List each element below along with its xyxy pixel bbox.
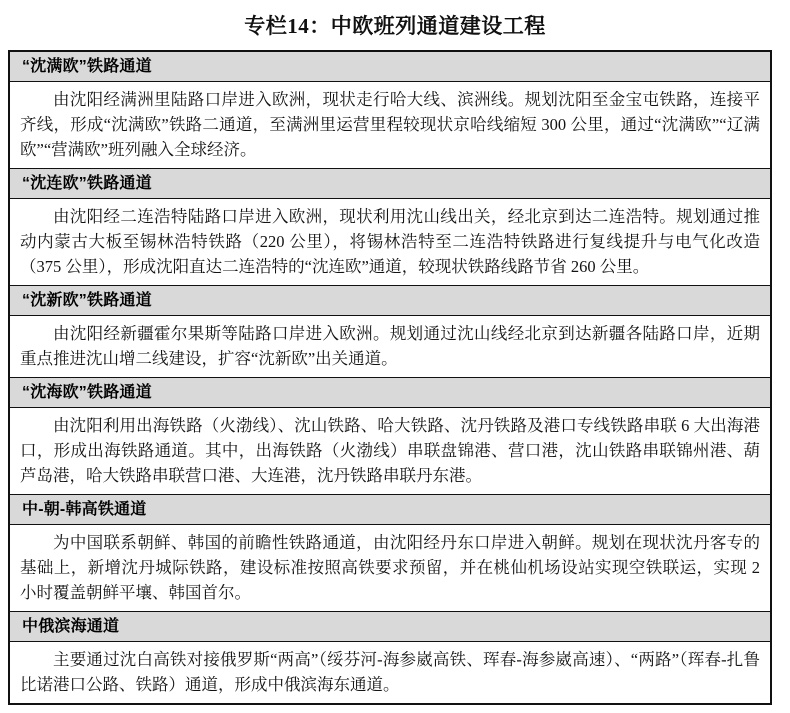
section-heading: “沈连欧”铁路通道	[10, 168, 770, 199]
page-title: 专栏14：中欧班列通道建设工程	[244, 14, 546, 38]
section-paragraph: 由沈阳经新疆霍尔果斯等陆路口岸进入欧洲。规划通过沈山线经北京到达新疆各陆路口岸，近期重点推进沈山增二线建设，扩容“沈新欧”出关通道。	[20, 324, 760, 368]
column-table	[8, 50, 772, 705]
section-body	[10, 525, 770, 611]
section-paragraph: 主要通过沈白高铁对接俄罗斯“两高”（绥芬河-海参崴高铁、珲春-海参崴高速）、“两路”（珲春-扎鲁比诺港口公路、铁路）通道，形成中俄滨海东通道。	[20, 650, 760, 694]
section-paragraph: 由沈阳利用出海铁路（火渤线）、沈山铁路、哈大铁路、沈丹铁路及港口专线铁路串联 6 大出海港口，形成出海铁路通道。其中，出海铁路（火渤线）串联盘锦港、营口港，沈山铁路串联锦州港、葫芦岛港，哈大铁路串联营口港、大连港，沈丹铁路串联丹东港。	[20, 416, 760, 485]
section-paragraph: 为中国联系朝鲜、韩国的前瞻性铁路通道，由沈阳经丹东口岸进入朝鲜。规划在现状沈丹客专的基础上，新增沈丹城际铁路，建设标准按照高铁要求预留，并在桃仙机场设站实现空铁联运，实现 2 小时覆盖朝鲜平壤、韩国首尔。	[20, 533, 760, 602]
table-row	[10, 494, 770, 611]
section-body	[10, 82, 770, 168]
section-paragraph: 由沈阳经满洲里陆路口岸进入欧洲，现状走行哈大线、滨洲线。规划沈阳至金宝屯铁路，连接平齐线，形成“沈满欧”铁路二通道，至满洲里运营里程较现状京哈线缩短 300 公里，通过“沈满欧”“辽满欧”“营满欧”班列融入全球经济。	[20, 90, 760, 159]
section-heading: “沈海欧”铁路通道	[10, 377, 770, 408]
section-paragraph: 由沈阳经二连浩特陆路口岸进入欧洲，现状利用沈山线出关，经北京到达二连浩特。规划通过推动内蒙古大板至锡林浩特铁路（220 公里），将锡林浩特至二连浩特铁路进行复线提升与电气化改造（375 公里），形成沈阳直达二连浩特的“沈连欧”通道，较现状铁路线路节省 260 公里。	[20, 207, 760, 276]
section-body	[10, 199, 770, 285]
section-body	[10, 408, 770, 494]
section-heading: 中俄滨海通道	[10, 611, 770, 642]
table-row	[10, 611, 770, 703]
section-heading: 中-朝-韩高铁通道	[10, 494, 770, 525]
table-row	[10, 285, 770, 377]
table-row	[10, 52, 770, 168]
section-heading: “沈新欧”铁路通道	[10, 285, 770, 316]
section-body	[10, 642, 770, 703]
table-row	[10, 377, 770, 494]
section-body	[10, 316, 770, 377]
section-heading: “沈满欧”铁路通道	[10, 52, 770, 82]
table-row	[10, 168, 770, 285]
